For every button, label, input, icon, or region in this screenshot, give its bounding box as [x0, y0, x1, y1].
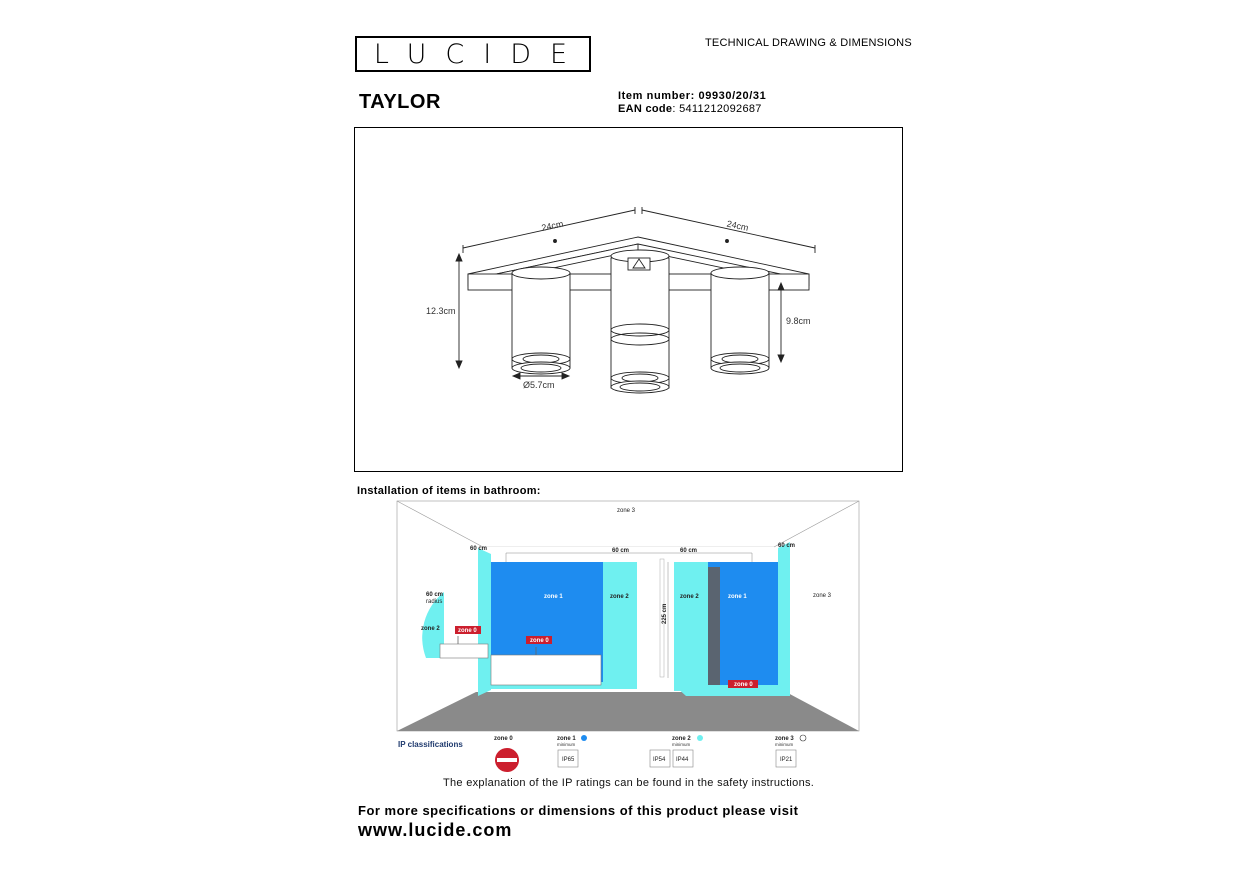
dist-60-a-label: 60 cm	[470, 546, 488, 552]
dist-60-c-label: 60 cm	[680, 548, 698, 554]
ip-explanation: The explanation of the IP ratings can be found in the safety instructions.	[443, 777, 815, 789]
logo-text: LUCIDE	[373, 39, 587, 70]
width-left-label: 24cm	[540, 218, 565, 233]
diameter-label: Ø5.7cm	[523, 380, 555, 390]
ip-zone3-label: zone 3	[775, 736, 794, 742]
technical-drawing	[355, 128, 902, 471]
zone2-left-strip	[478, 548, 491, 696]
ip54-label: IP54	[653, 757, 666, 763]
zone2-right-label: zone 2	[680, 594, 699, 600]
zone2-shower	[674, 562, 710, 691]
lucide-logo	[355, 36, 591, 72]
zone1-dot-icon	[581, 735, 587, 741]
bathroom-zones-diagram	[396, 500, 860, 775]
center-spot	[611, 258, 669, 388]
zone2-bath	[603, 562, 637, 689]
more-specs-text: For more specifications or dimensions of this product please visit	[358, 803, 799, 818]
zone1-left-label: zone 1	[544, 594, 563, 600]
washbasin	[440, 644, 488, 658]
bathtub	[491, 655, 601, 685]
left-spot	[512, 273, 570, 368]
website-link[interactable]: www.lucide.com	[358, 820, 513, 840]
ip-title: IP classifications	[398, 740, 463, 749]
zone0-basin-label: zone 0	[458, 628, 477, 634]
ip-zone2-min: minimum	[672, 742, 691, 747]
ean-line: EAN code: 5411212092687	[618, 103, 762, 115]
zone3-dot-icon	[800, 735, 806, 741]
ip-zone1-label: zone 1	[557, 736, 576, 742]
zone0-bath-label: zone 0	[530, 638, 549, 644]
zone2-left-label: zone 2	[421, 626, 440, 632]
dist-60-b-label: 60 cm	[612, 548, 630, 554]
ip-zone2-label: zone 2	[672, 736, 691, 742]
product-title: TAYLOR	[359, 91, 441, 113]
ip-zone1-min: minimum	[557, 742, 576, 747]
bathroom-heading: Installation of items in bathroom:	[357, 485, 541, 497]
ean-label: EAN code	[618, 103, 673, 115]
room	[397, 501, 859, 731]
right-spot	[711, 273, 769, 368]
shower-glass	[708, 567, 720, 688]
floor	[397, 692, 859, 731]
ip65-label: IP65	[562, 757, 575, 763]
zone3-right-label: zone 3	[813, 593, 832, 599]
zone3-top-label: zone 3	[617, 508, 636, 514]
zone1-right-label: zone 1	[728, 594, 747, 600]
header-label: TECHNICAL DRAWING & DIMENSIONS	[705, 37, 912, 49]
ip21-label: IP21	[780, 757, 793, 763]
zone2-mid-label: zone 2	[610, 594, 629, 600]
radius-word-label: radius	[426, 599, 443, 605]
height-spot-label: 9.8cm	[786, 316, 811, 326]
ip44-label: IP44	[676, 757, 689, 763]
zone2-dot-icon	[697, 735, 703, 741]
ip-zone0-label: zone 0	[494, 736, 513, 742]
radius-60-label: 60 cm	[426, 592, 444, 598]
technical-drawing-frame	[354, 127, 903, 472]
ean-value: 5411212092687	[679, 103, 762, 115]
zone2-right-strip	[778, 542, 790, 696]
item-number-line	[618, 90, 766, 102]
item-number-label: Item number:	[618, 90, 695, 102]
ip-classifications	[398, 735, 806, 772]
item-number-value: 09930/20/31	[698, 90, 767, 102]
zone0-shower-label: zone 0	[734, 682, 753, 688]
height-total-label: 12.3cm	[426, 306, 456, 316]
dist-60-d-label: 60 cm	[778, 543, 796, 549]
ip-zone3-min: minimum	[775, 742, 794, 747]
width-right-label: 24cm	[725, 218, 750, 233]
height-225-label: 225 cm	[662, 603, 668, 624]
